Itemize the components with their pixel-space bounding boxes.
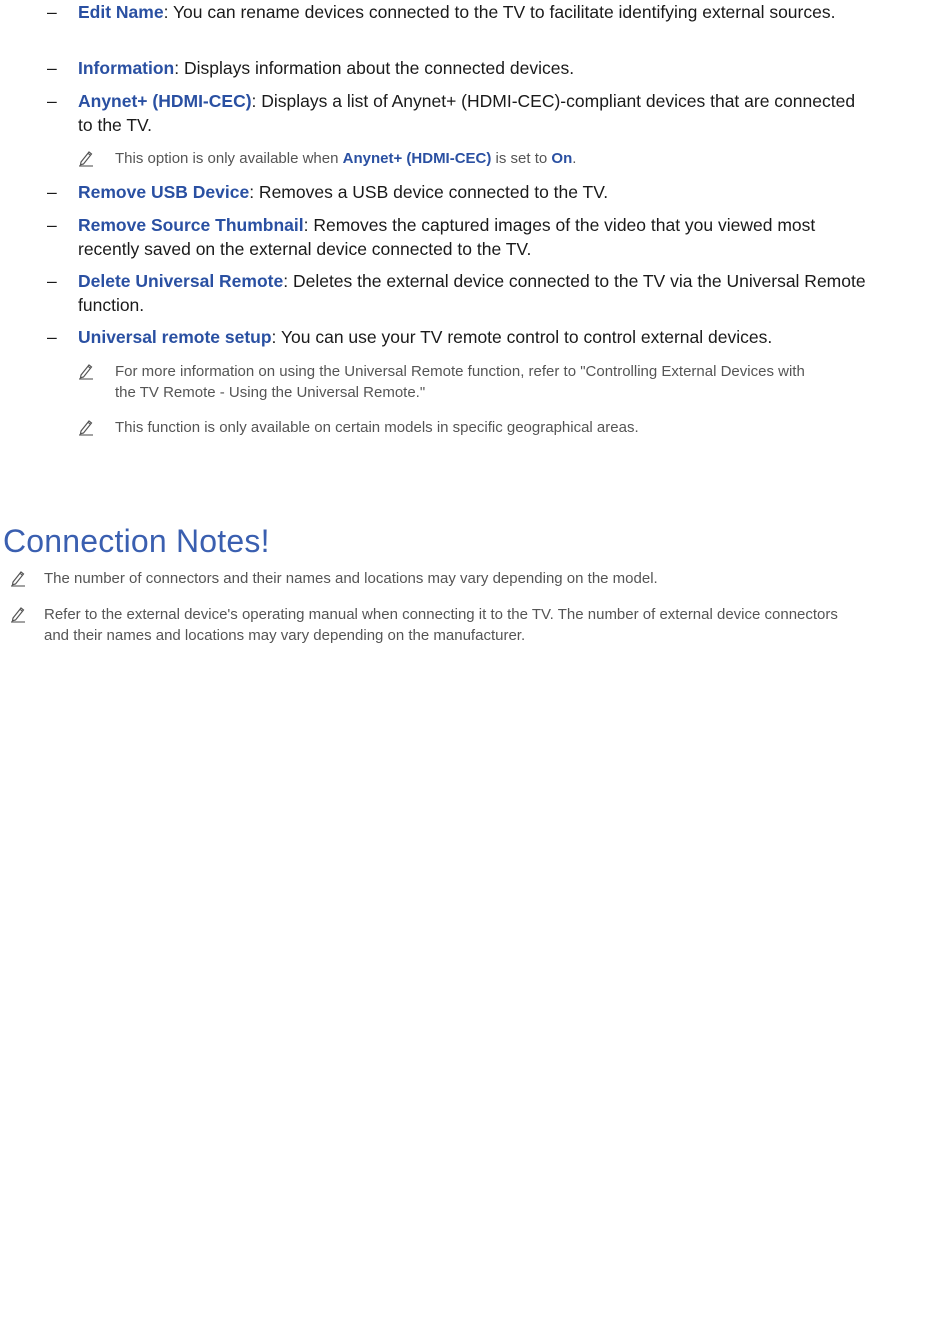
pencil-icon [10,569,26,587]
description: : Displays information about the connected devices. [174,58,575,78]
note-text-mid: is set to [491,150,552,167]
description: : You can use your TV remote control to control external devices. [271,327,773,347]
list-item-text [78,181,868,205]
description: : Removes a USB device connected to the TV. [249,182,609,202]
pencil-icon [10,605,26,623]
pencil-icon [78,418,94,436]
description: : Removes the captured images of the video that you viewed most recently saved on the external device connected to the TV. [78,215,816,259]
list-item-text [78,326,868,350]
dash-marker: – [47,182,57,202]
description: : Displays a list of Anynet+ (HDMI-CEC)-compliant devices that are connected to the TV. [78,91,856,135]
keyword-edit-name: Edit Name [78,2,164,22]
keyword-information: Information [78,58,175,78]
list-item-text [78,90,868,137]
note-text-post: . [572,150,577,167]
list-item-text [78,214,868,261]
keyword-remove-thumbnail: Remove Source Thumbnail [78,215,304,235]
keyword-universal-remote-setup: Universal remote setup [78,327,272,347]
dash-marker: – [47,58,57,78]
dash-marker: – [47,271,57,291]
keyword-on: On [551,150,573,167]
dash-marker: – [47,327,57,347]
section-heading: Connection Notes! [3,523,270,560]
keyword-anynet: Anynet+ (HDMI-CEC) [78,91,252,111]
note-text: For more information on using the Universal Remote function, refer to "Controlling External Devices with the TV Remote - Using the Universal Remote." [115,363,805,401]
dash-marker: – [47,2,57,22]
keyword-anynet-note: Anynet+ (HDMI-CEC) [342,150,492,167]
pencil-icon [78,362,94,380]
keyword-remove-usb: Remove USB Device [78,182,250,202]
list-item-text [78,270,868,317]
description: : Deletes the external device connected to the TV via the Universal Remote function. [78,271,866,315]
dash-marker: – [47,91,57,111]
pencil-icon [78,149,94,167]
note-text-pre: This option is only available when [115,150,343,167]
note-text: Refer to the external device's operating manual when connecting it to the TV. The number of external device connectors and their names and locations may vary depending on the manufacturer. [44,606,838,644]
list-item-text [78,57,868,81]
note-text: The number of connectors and their names and locations may vary depending on the model. [44,570,658,587]
description: : You can rename devices connected to the TV to facilitate identifying external sources. [163,2,836,22]
dash-marker: – [47,215,57,235]
list-item-text [78,1,868,25]
keyword-delete-universal-remote: Delete Universal Remote [78,271,284,291]
note-text: This function is only available on certain models in specific geographical areas. [115,419,639,436]
note-text [115,149,875,170]
